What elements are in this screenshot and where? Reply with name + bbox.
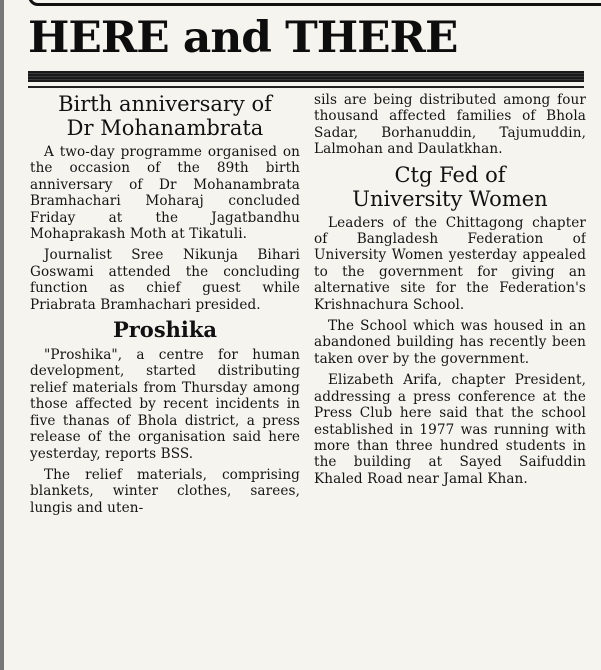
article-paragraph: "Proshika", a centre for human development, started distributing relief materials from Thursday among those affected by recent incidents in five thanas of Bhola district, a press release of the organisation said here yesterday, reports BSS. [30, 347, 300, 462]
article-paragraph: The relief materials, comprising blankets, winter clothes, sarees, lungis and uten- [30, 466, 300, 516]
headline-line: University Women [352, 186, 548, 211]
article-paragraph: Leaders of the Chittagong chapter of Bangladesh Federation of University Women yesterday appealed to the government for giving an alternative site for the Federation's Krishnachura School. [314, 214, 586, 313]
article-proshika [30, 318, 300, 516]
article-headline [30, 92, 300, 140]
article-paragraph: Elizabeth Arifa, chapter President, addressing a press conference at the Press Club here said that the school established in 1977 was running with more than three hundred students in the building at Sayed Saifuddin Khaled Road near Jamal Khan. [314, 372, 586, 487]
article-university-women [314, 163, 586, 488]
section-masthead: HERE and THERE [28, 13, 458, 63]
headline-line: Dr Mohanambrata [66, 116, 264, 140]
masthead-thick-rule [28, 71, 584, 82]
article-paragraph: A two-day programme organised on the occasion of the 89th birth anniversary of Dr Mohanambrata Bramhachari Moharaj concluded Friday at the Jagatbandhu Mohaprakash Moth at Tikatuli. [30, 144, 300, 243]
headline-line: Birth anniversary of [58, 92, 272, 116]
top-frame-line [28, 0, 601, 6]
left-edge-line [0, 0, 4, 670]
article-headline: Proshika [112, 317, 218, 343]
headline-line: Ctg Fed of [394, 162, 506, 187]
masthead-thin-rule [28, 86, 584, 88]
article-continuation: sils are being distributed among four thousand affected families of Bhola Sadar, Borhanuddin, Tajumuddin, Lalmohan and Daulatkhan. [314, 92, 586, 158]
article-paragraph: The School which was housed in an abandoned building has recently been taken over by the government. [314, 318, 586, 367]
article-paragraph: Journalist Sree Nikunja Bihari Goswami attended the concluding function as chief guest while Priabrata Bramhachari presided. [30, 247, 300, 313]
article-headline [314, 163, 586, 211]
left-column [30, 92, 300, 670]
article-birth-anniversary [30, 92, 300, 313]
right-column [314, 92, 586, 670]
